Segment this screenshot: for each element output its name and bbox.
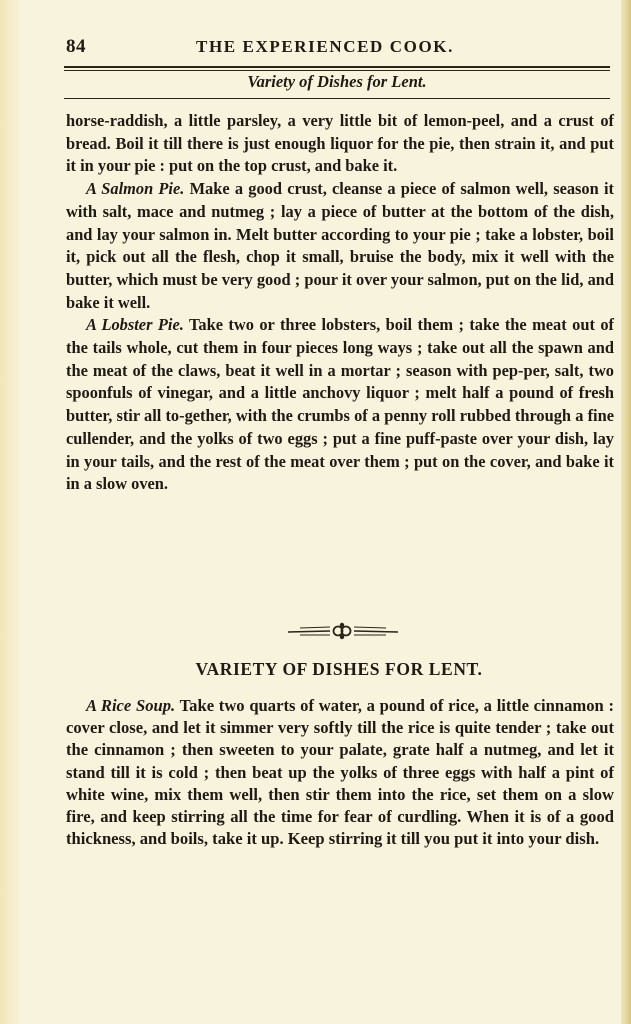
header-rule-thin: [64, 70, 610, 71]
text-block-top: [66, 110, 614, 496]
recipe-lobster-pie: [66, 314, 614, 496]
recipe-rice-soup: [66, 695, 614, 850]
continuation-paragraph: horse-raddish, a little parsley, a very little bit of lemon-peel, and a crust of bread. Boil it till there is just enough liquor for the pie, then strain it, and put it in your pie : put on the top crust, and bake it.: [66, 111, 614, 176]
recipe-title: A Rice Soup.: [86, 696, 176, 715]
recipe-text: Take two quarts of water, a pound of rice, a little cinnamon : cover close, and let it simmer very softly till the rice is quite tender ; take out the cinnamon ; then sweeten to your palate, grate half a nutmeg, and let it stand till it is cold ; then beat up the yolks of three eggs with half a pint of white wine, mix them well, then stir them into the rice, set them on a slow fire, and keep stirring all the time for fear of curdling. When it is of a good thickness, and boils, take it up. Keep stirring it till you put it into your dish.: [66, 696, 614, 849]
caption-rule: [64, 98, 610, 99]
section-heading: VARIETY OF DISHES FOR LENT.: [195, 659, 483, 679]
recipe-salmon-pie: [66, 178, 614, 314]
recipe-title: A Salmon Pie.: [86, 179, 185, 199]
printer-ornament-icon: [286, 620, 400, 642]
page-header: [66, 36, 616, 60]
text-block-bottom: [66, 695, 614, 850]
section-caption: Variety of Dishes for Lent.: [247, 72, 427, 91]
page-gutter: [0, 0, 22, 1024]
running-head: THE EXPERIENCED COOK.: [196, 37, 454, 56]
recipe-text: Take two or three lobsters, boil them ; take the meat out of the tails whole, cut them in four pieces long ways ; take out all the spawn and the meat of the claws, beat it well in a mortar ; season with pep-per, salt, two spoonfuls of vinegar, and a little anchovy liquor ; melt half a pound of fresh butter, stir all to-gether, with the crumbs of a penny roll rubbed through a fine cullender, and the yolks of two eggs ; put a fine puff-paste over your dish, lay in your tails, and the rest of the meat over them ; put on the cover, and bake it in a slow oven.: [66, 315, 614, 494]
recipe-text: Make a good crust, cleanse a piece of salmon well, season it with salt, mace and nutmeg ; lay a piece of butter at the bottom of the dish, and lay your salmon in. Melt butter according to your pie ; take a lobster, boil it, pick out all the flesh, chop it small, bruise the body, mix it well with the butter, which must be very good ; pour it over your salmon, put on the lid, and bake it well.: [66, 179, 614, 312]
header-rule: [64, 66, 610, 68]
page-edge: [621, 0, 631, 1024]
page-number: 84: [66, 36, 86, 57]
recipe-title: A Lobster Pie.: [86, 315, 184, 335]
